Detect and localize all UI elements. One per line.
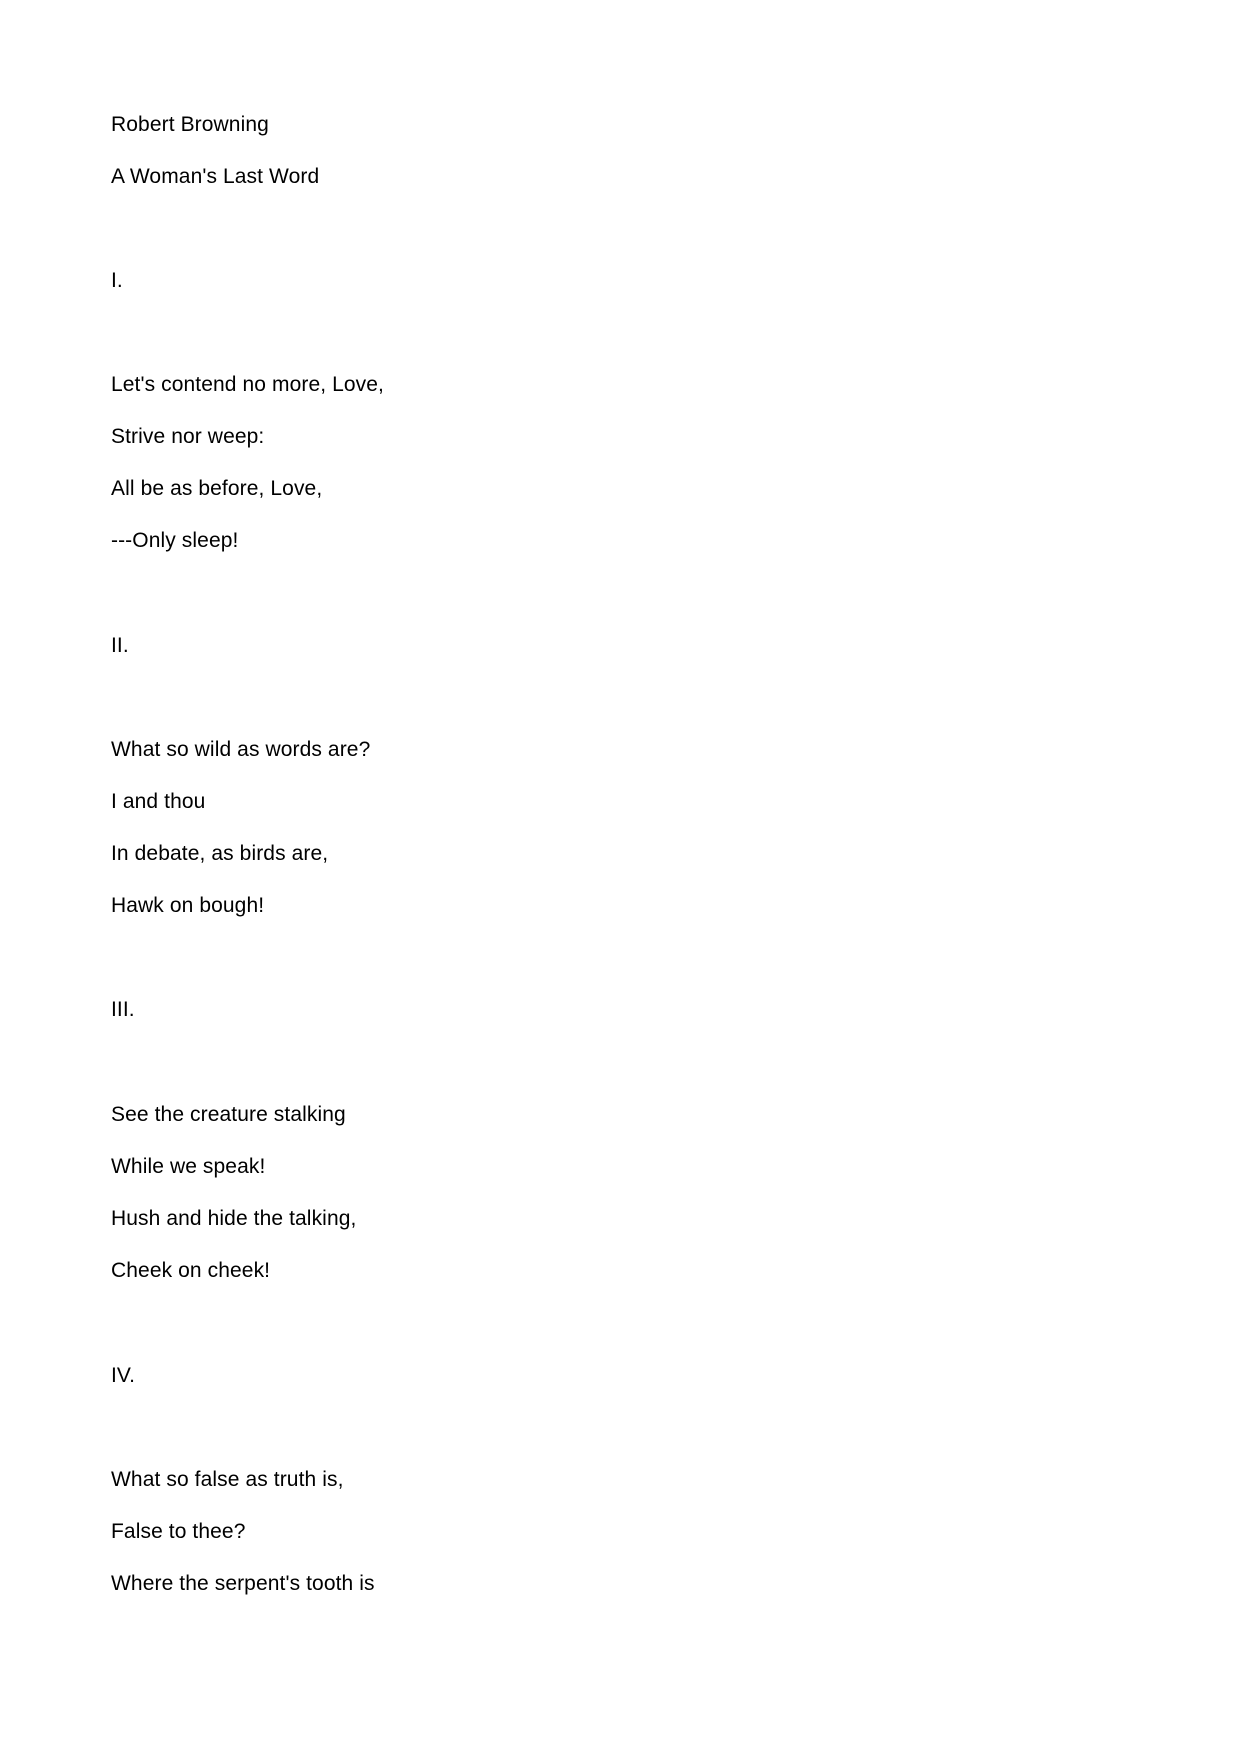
poem-line: All be as before, Love, xyxy=(111,477,323,500)
poem-line: Hush and hide the talking, xyxy=(111,1207,357,1230)
poem-line: ---Only sleep! xyxy=(111,529,239,552)
poem-line: Hawk on bough! xyxy=(111,894,265,917)
poem-line: Strive nor weep: xyxy=(111,425,265,448)
poem-line: Let's contend no more, Love, xyxy=(111,373,384,396)
poem-line: Where the serpent's tooth is xyxy=(111,1572,375,1595)
author-name: Robert Browning xyxy=(111,113,269,136)
poem-title: A Woman's Last Word xyxy=(111,165,320,188)
poem-line: While we speak! xyxy=(111,1155,266,1178)
poem-line: Cheek on cheek! xyxy=(111,1259,271,1282)
poem-line: See the creature stalking xyxy=(111,1103,346,1126)
stanza-numeral: IV. xyxy=(111,1364,136,1387)
poem-line: What so false as truth is, xyxy=(111,1468,344,1491)
poem-line: What so wild as words are? xyxy=(111,738,371,761)
poem-line: False to thee? xyxy=(111,1520,246,1543)
stanza-numeral: III. xyxy=(111,998,135,1021)
poem-line: In debate, as birds are, xyxy=(111,842,329,865)
stanza-numeral: I. xyxy=(111,269,123,292)
poem-line: I and thou xyxy=(111,790,206,813)
stanza-numeral: II. xyxy=(111,634,129,657)
